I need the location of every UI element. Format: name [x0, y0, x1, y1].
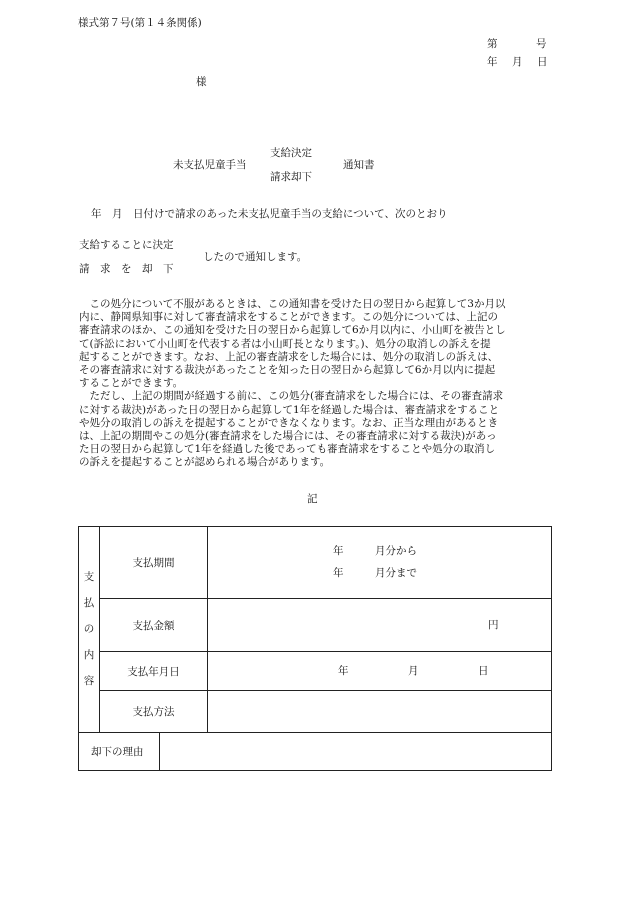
notice-line: この処分について不服があるときは、この通知書を受けた日の翌日から起算して3か月以: [79, 298, 506, 310]
ki-heading: 記: [307, 493, 318, 505]
title-suffix: 通知書: [343, 159, 375, 171]
amount-label: 支払金額: [100, 599, 208, 652]
payment-details-table: [78, 526, 552, 771]
form-number: 様式第７号(第１４条関係): [78, 17, 202, 29]
doc-number-suffix: 号: [536, 38, 547, 50]
title-prefix: 未支払児童手当: [173, 159, 247, 171]
side-header-char: 払: [83, 597, 95, 610]
decision-suffix: したので通知します。: [203, 251, 308, 263]
side-header-char: 容: [83, 675, 95, 688]
notice-line: や処分の取消しの訴えを提起することができなくなります。なお、正当な理由があるとき: [79, 416, 499, 429]
notice-line: 内に、静岡県知事に対して審査請求をすることができます。この処分については、上記の: [79, 311, 498, 324]
payment-method-cell[interactable]: [208, 691, 552, 733]
addressee-suffix: 様: [196, 76, 207, 88]
notice-line: た日の翌日から起算して1年を経過した後であっても審査請求をすることや処分の取消し: [79, 443, 496, 456]
appeal-notice: [79, 298, 546, 469]
notice-line: 起することができます。なお、上記の審査請求をした場合には、処分の取消しの訴えは、: [79, 350, 499, 363]
notice-line: その審査請求に対する裁決があったことを知った日の翌日から起算して6か月以内に提起: [79, 363, 496, 376]
title-option-reject: 請求却下: [270, 171, 312, 183]
notice-line: て(訴訟において小山町を代表する者は小山町長となります。)、処分の取消しの訴えを提: [79, 337, 491, 350]
title-option-decide: 支給決定: [270, 147, 312, 159]
intro-text: 年 月 日付けで請求のあった未支払児童手当の支給について、次のとおり: [91, 208, 448, 220]
period-to: 年 月分まで: [333, 567, 417, 579]
notice-line: 審査請求のほか、この通知を受けた日の翌日から起算して6か月以内に、小山町を被告とし: [79, 324, 506, 337]
decision-option-reject: 請 求 を 却 下: [79, 263, 174, 275]
period-cell[interactable]: [208, 527, 552, 599]
payment-date-label: 支払年月日: [100, 652, 208, 691]
reject-reason-row: [79, 733, 552, 771]
amount-unit: 円: [488, 619, 499, 631]
side-header-char: 内: [83, 649, 95, 662]
notice-line: は、上記の期間やこの処分(審査請求をした場合には、その審査請求に対する裁決)があっ: [79, 429, 497, 442]
reject-reason-label: 却下の理由: [91, 746, 144, 758]
period-from: 年 月分から: [333, 545, 417, 557]
decision-option-pay: 支給することに決定: [79, 239, 174, 251]
amount-cell[interactable]: [208, 599, 552, 652]
notice-line: ただし、上記の期間が経過する前に、この処分(審査請求をした場合には、その審査請求: [79, 390, 504, 403]
payment-date-month: 月: [408, 665, 419, 677]
date-year: 年: [487, 56, 498, 68]
payment-date-year: 年: [338, 665, 349, 677]
notice-line: に対する裁決)があった日の翌日から起算して1年を経過した場合は、審査請求をすること: [79, 403, 500, 416]
doc-number-prefix: 第: [487, 38, 498, 50]
reject-reason-divider: [159, 733, 160, 770]
payment-method-label: 支払方法: [100, 691, 208, 733]
date-month: 月: [512, 56, 523, 68]
payment-content-header: [79, 527, 100, 733]
payment-date-day: 日: [478, 665, 489, 677]
date-day: 日: [537, 56, 548, 68]
side-header-char: の: [83, 623, 95, 636]
payment-date-cell[interactable]: [208, 652, 552, 691]
notice-line: することができます。: [79, 377, 184, 390]
side-header-char: 支: [83, 571, 95, 584]
notice-line: の訴えを提起することが認められる場合があります。: [79, 456, 331, 469]
period-label: 支払期間: [100, 527, 208, 599]
